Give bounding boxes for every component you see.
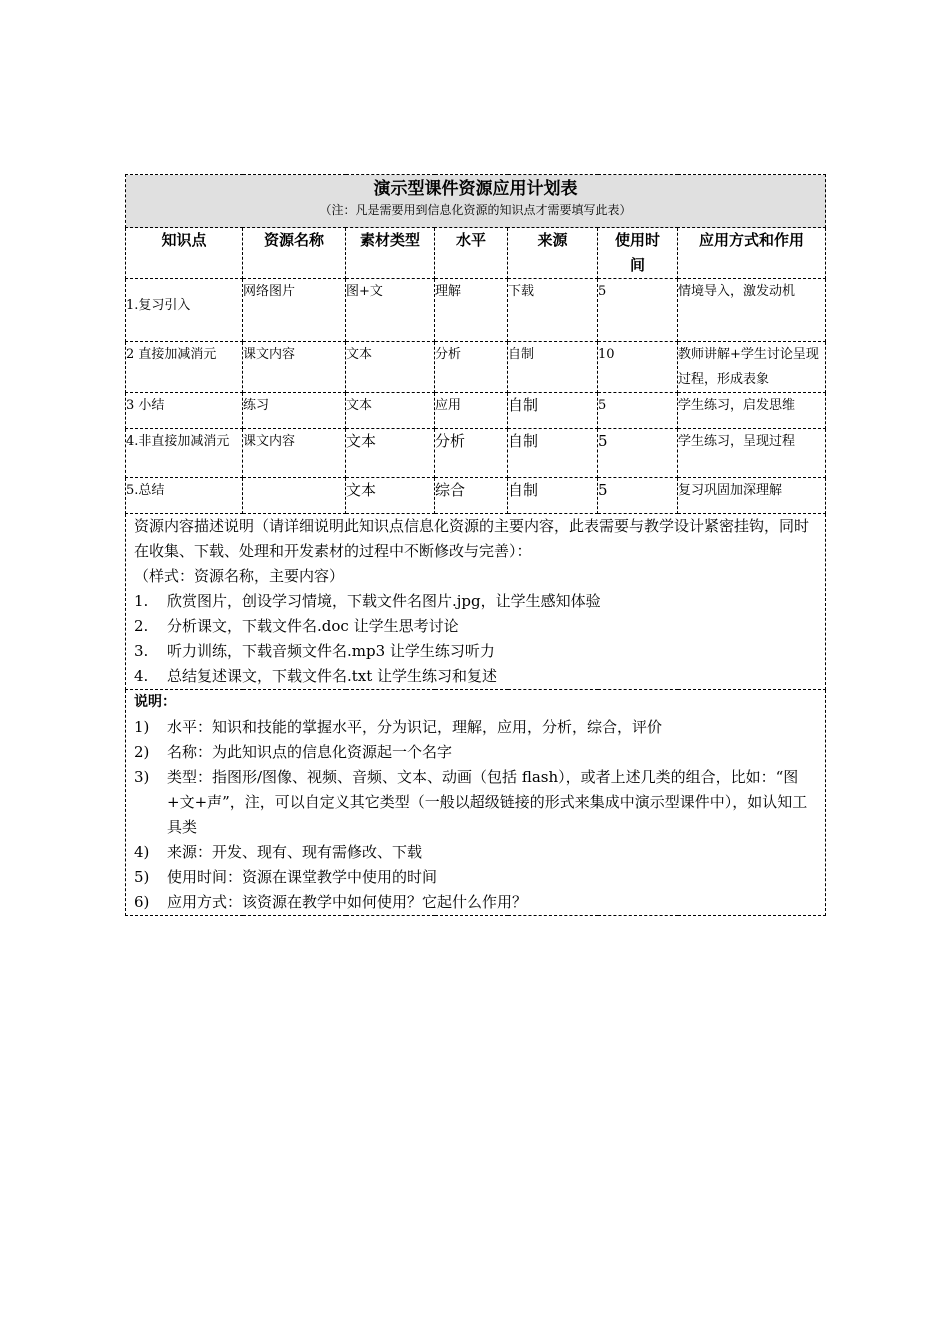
table-row bbox=[126, 393, 826, 429]
resource-plan-table bbox=[125, 174, 826, 916]
list-item: 1) 水平：知识和技能的掌握水平，分为识记，理解，应用，分析，综合，评价 bbox=[134, 718, 663, 736]
description-list bbox=[134, 589, 819, 689]
cell-material-type: 图+文 bbox=[346, 279, 435, 342]
list-item: 2. 分析课文，下载文件名.doc 让学生思考讨论 bbox=[134, 617, 459, 635]
cell-resource-name: 练习 bbox=[243, 393, 346, 429]
table-note: （注：凡是需要用到信息化资源的知识点才需要填写此表） bbox=[319, 203, 632, 217]
cell-source: 自制 bbox=[508, 342, 598, 393]
description-intro: 资源内容描述说明（请详细说明此知识点信息化资源的主要内容，此表需要与教学设计紧密挂钩，同时在收集、下载、处理和开发素材的过程中不断修改与完善）： bbox=[134, 517, 810, 560]
cell-usage-time: 10 bbox=[598, 342, 678, 393]
table-title-cell bbox=[126, 175, 826, 228]
header-row bbox=[126, 228, 826, 279]
cell-resource-name: 网络图片 bbox=[243, 279, 346, 342]
header-source: 来源 bbox=[508, 228, 598, 279]
cell-resource-name: 课文内容 bbox=[243, 342, 346, 393]
cell-level: 应用 bbox=[435, 393, 508, 429]
cell-knowledge-point: 2 直接加减消元 bbox=[126, 342, 243, 393]
list-item: 2) 名称：为此知识点的信息化资源起一个名字 bbox=[134, 743, 453, 761]
explanation-cell bbox=[126, 690, 826, 916]
description-sample: （样式：资源名称，主要内容） bbox=[134, 567, 345, 585]
header-knowledge-point: 知识点 bbox=[126, 228, 243, 279]
table-row bbox=[126, 478, 826, 514]
explanation-label: 说明： bbox=[134, 694, 176, 710]
cell-usage-time: 5 bbox=[598, 393, 678, 429]
cell-material-type: 文本 bbox=[346, 478, 435, 514]
cell-level: 分析 bbox=[435, 342, 508, 393]
header-usage-time-line1: 使用时 bbox=[614, 231, 660, 249]
explanation-list bbox=[134, 715, 819, 915]
cell-knowledge-point: 5.总结 bbox=[126, 478, 243, 514]
cell-source: 自制 bbox=[508, 429, 598, 478]
cell-source: 自制 bbox=[508, 393, 598, 429]
cell-level: 综合 bbox=[435, 478, 508, 514]
list-item: 6) 应用方式：该资源在教学中如何使用？它起什么作用？ bbox=[134, 893, 528, 911]
cell-knowledge-point: 1.复习引入 bbox=[126, 279, 243, 342]
cell-level: 分析 bbox=[435, 429, 508, 478]
cell-source: 自制 bbox=[508, 478, 598, 514]
header-level: 水平 bbox=[435, 228, 508, 279]
list-item: 3) 类型：指图形/图像、视频、音频、文本、动画（包括 flash），或者上述几类的组合，比如：“图+文+声”，注，可以自定义其它类型（一般以超级链接的形式来集成中演示型课件中），如认知工具类 bbox=[134, 768, 808, 836]
table-title: 演示型课件资源应用计划表 bbox=[373, 179, 578, 199]
cell-source: 下载 bbox=[508, 279, 598, 342]
resource-description-cell bbox=[126, 514, 826, 690]
cell-resource-name: 课文内容 bbox=[243, 429, 346, 478]
header-material-type: 素材类型 bbox=[346, 228, 435, 279]
plan-sheet bbox=[125, 174, 825, 916]
cell-application: 教师讲解+学生讨论呈现过程，形成表象 bbox=[678, 342, 826, 393]
list-item: 1. 欣赏图片，创设学习情境，下载文件名图片.jpg，让学生感知体验 bbox=[134, 592, 601, 610]
cell-resource-name bbox=[243, 478, 346, 514]
cell-application: 复习巩固加深理解 bbox=[678, 478, 826, 514]
list-item: 4) 来源：开发、现有、现有需修改、下载 bbox=[134, 843, 423, 861]
cell-material-type: 文本 bbox=[346, 342, 435, 393]
header-resource-name: 资源名称 bbox=[243, 228, 346, 279]
cell-usage-time: 5 bbox=[598, 478, 678, 514]
cell-material-type: 文本 bbox=[346, 393, 435, 429]
cell-application: 学生练习，呈现过程 bbox=[678, 429, 826, 478]
cell-application: 情境导入，激发动机 bbox=[678, 279, 826, 342]
cell-knowledge-point: 4.非直接加减消元 bbox=[126, 429, 243, 478]
list-item: 5) 使用时间：资源在课堂教学中使用的时间 bbox=[134, 868, 438, 886]
header-usage-time-line2: 间 bbox=[629, 256, 645, 274]
list-item: 4. 总结复述课文，下载文件名.txt 让学生练习和复述 bbox=[134, 667, 498, 685]
table-row bbox=[126, 279, 826, 342]
cell-knowledge-point: 3 小结 bbox=[126, 393, 243, 429]
header-application: 应用方式和作用 bbox=[678, 228, 826, 279]
table-row bbox=[126, 342, 826, 393]
cell-usage-time: 5 bbox=[598, 279, 678, 342]
table-row bbox=[126, 429, 826, 478]
header-usage-time bbox=[598, 228, 678, 279]
cell-usage-time: 5 bbox=[598, 429, 678, 478]
cell-level: 理解 bbox=[435, 279, 508, 342]
cell-material-type: 文本 bbox=[346, 429, 435, 478]
list-item: 3. 听力训练，下载音频文件名.mp3 让学生练习听力 bbox=[134, 642, 495, 660]
cell-application: 学生练习，启发思维 bbox=[678, 393, 826, 429]
